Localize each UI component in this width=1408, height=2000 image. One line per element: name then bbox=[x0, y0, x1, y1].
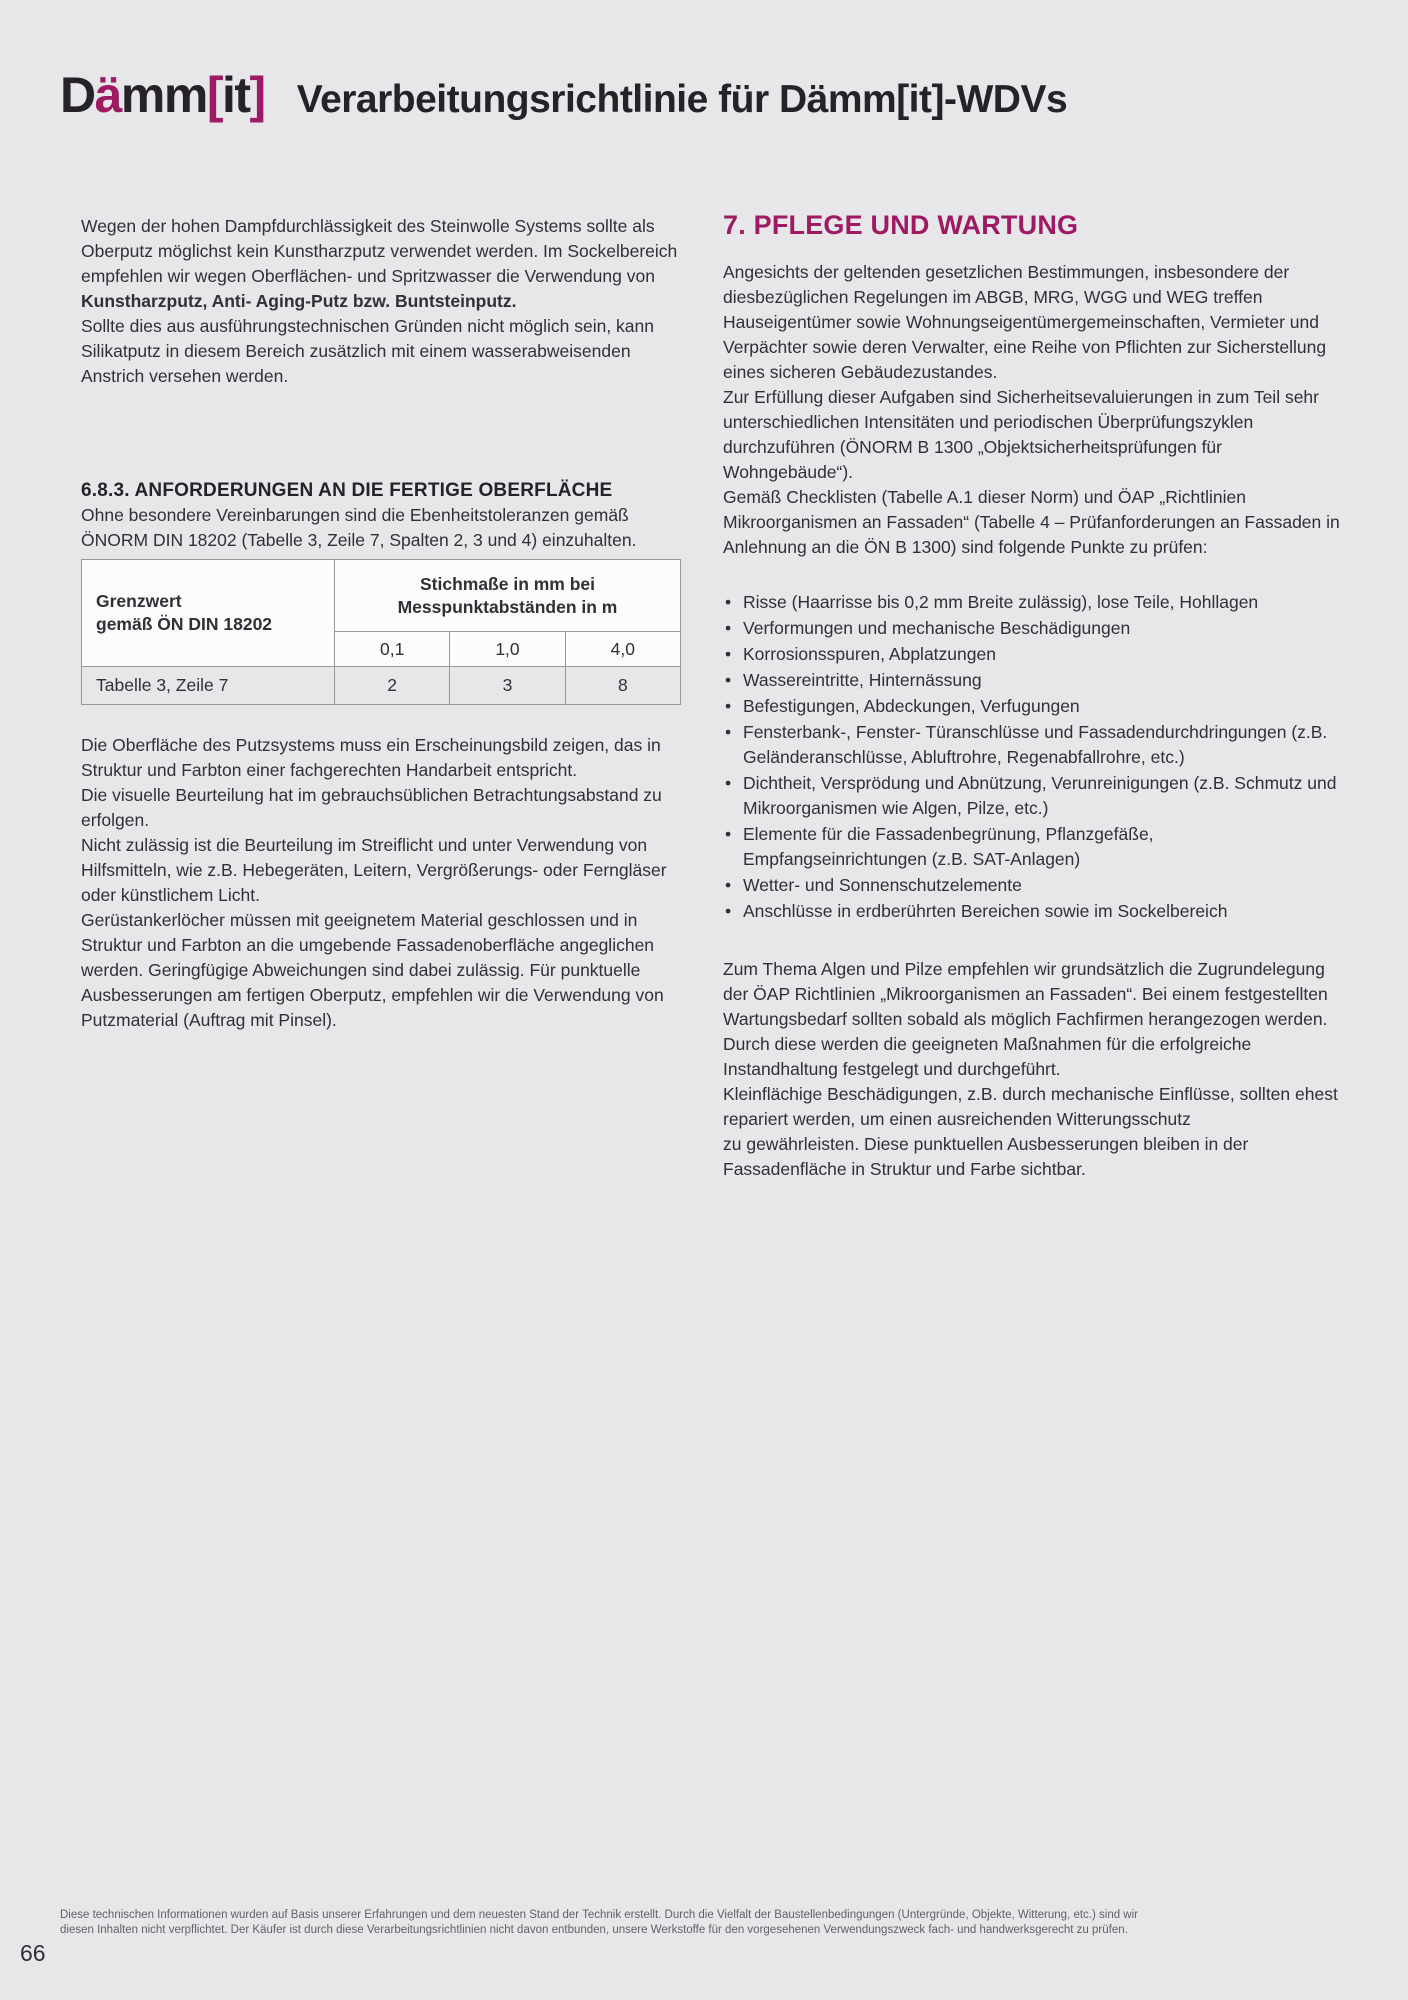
table-column-header: 4,0 bbox=[565, 632, 680, 667]
list-item: • Anschlüsse in erdberührten Bereichen sowie im Sockelbereich bbox=[723, 899, 1340, 924]
paragraph: Zum Thema Algen und Pilze empfehlen wir grundsätzlich die Zugrundelegung der ÖAP Richtlinien „Mikroorganismen an Fassaden“. Bei einem festgestellten Wartungsbedarf sollten sobald als möglich Fachfirmen herangezogen werden. Durch diese werden die geeigneten Maßnahmen für die erfolgreiche Instandhaltung festgelegt und durchgeführt. bbox=[723, 959, 1328, 1079]
logo-segment: ] bbox=[249, 67, 265, 123]
table-column-header: 1,0 bbox=[450, 632, 565, 667]
inspection-checklist bbox=[723, 590, 1340, 924]
page-header bbox=[60, 67, 1068, 123]
section-heading: 6.8.3. ANFORDERUNGEN AN DIE FERTIGE OBERFLÄCHE bbox=[81, 480, 613, 501]
paragraph-bold-text: Kunstharzputz, Anti- Aging-Putz bzw. Buntsteinputz. bbox=[81, 291, 517, 311]
tolerance-table bbox=[81, 559, 681, 705]
chapter-heading: 7. PFLEGE UND WARTUNG bbox=[723, 210, 1079, 240]
table-span-line1: Stichmaße in mm bei bbox=[419, 573, 596, 594]
table-column-header: 0,1 bbox=[335, 632, 450, 667]
logo-segment: mm bbox=[120, 67, 207, 123]
list-item: • Wassereintritte, Hinternässung bbox=[723, 668, 1340, 693]
paragraph-text: Wegen der hohen Dampfdurchlässigkeit des Steinwolle Systems sollte als Oberputz möglichst kein Kunstharzputz verwendet werden. Im Sockelbereich empfehlen wir wegen Oberflächen- und Spritzwasser die Verwendung von bbox=[81, 216, 678, 286]
table-corner-header bbox=[82, 560, 335, 667]
paragraph: Sollte dies aus ausführungstechnischen Gründen nicht möglich sein, kann Silikatputz in diesem Bereich zusätzlich mit einem wasserabweisenden Anstrich versehen werden. bbox=[81, 316, 654, 386]
logo-segment: D bbox=[60, 67, 95, 123]
paragraph: Kleinflächige Beschädigungen, z.B. durch mechanische Einflüsse, sollten ehest repariert werden, um einen ausreichenden Witterungsschutz bbox=[723, 1084, 1338, 1129]
paragraph bbox=[81, 214, 681, 314]
paragraph: Die Oberfläche des Putzsystems muss ein Erscheinungsbild zeigen, das in Struktur und Farbton einer fachgerechten Handarbeit entspricht. bbox=[81, 735, 661, 780]
table-row-label: Tabelle 3, Zeile 7 bbox=[82, 667, 335, 705]
left-column bbox=[81, 214, 681, 1033]
chapter-intro-text bbox=[723, 260, 1340, 560]
disclaimer-line: diesen Inhalten nicht verpflichtet. Der Käufer ist durch diese Verarbeitungsrichtlinien nicht davon entbunden, unsere Werkstoffe für den vorgesehenen Verwendungszweck fach- und handwerksgerecht zu prüfen. bbox=[60, 1924, 1128, 1936]
logo-segment: it bbox=[222, 67, 250, 123]
paragraph: Die visuelle Beurteilung hat im gebrauchsüblichen Betrachtungsabstand zu erfolgen. bbox=[81, 785, 662, 830]
table-span-line2: Messpunktabständen in m bbox=[397, 596, 618, 617]
table-span-header bbox=[335, 560, 681, 632]
surface-requirements-text bbox=[81, 733, 681, 1033]
paragraph: Gerüstankerlöcher müssen mit geeignetem Material geschlossen und in Struktur und Farbton an die umgebende Fassadenoberfläche angeglichen werden. Geringfügige Abweichungen sind dabei zulässig. Für punktuelle Ausbesserungen am fertigen Oberputz, empfehlen wir die Verwendung von Putzmaterial (Auftrag mit Pinsel). bbox=[81, 910, 664, 1030]
list-item: • Verformungen und mechanische Beschädigungen bbox=[723, 616, 1340, 641]
list-item: • Befestigungen, Abdeckungen, Verfugungen bbox=[723, 694, 1340, 719]
table-row bbox=[82, 667, 681, 705]
page-number: 66 bbox=[20, 1940, 46, 1966]
logo-segment: [ bbox=[206, 67, 222, 123]
paragraph: zu gewährleisten. Diese punktuellen Ausbesserungen bleiben in der Fassadenfläche in Struktur und Farbe sichtbar. bbox=[723, 1134, 1249, 1179]
table-cell: 2 bbox=[335, 667, 450, 705]
list-item: • Risse (Haarrisse bis 0,2 mm Breite zulässig), lose Teile, Hohllagen bbox=[723, 590, 1340, 615]
maintenance-recommendation-text bbox=[723, 957, 1340, 1182]
table-corner-line1: Grenzwert bbox=[96, 591, 182, 611]
paragraph: Nicht zulässig ist die Beurteilung im Streiflicht und unter Verwendung von Hilfsmitteln, wie z.B. Hebegeräten, Leitern, Vergrößerungs- oder Ferngläser oder künstlichem Licht. bbox=[81, 835, 667, 905]
logo-segment: ä bbox=[94, 67, 121, 123]
disclaimer-line: Diese technischen Informationen wurden auf Basis unserer Erfahrungen und dem neuesten Stand der Technik erstellt. Durch die Vielfalt der Baustellenbedingungen (Untergründe, Objekte, Witterung, etc.) sind wir bbox=[60, 1909, 1138, 1921]
paragraph: Zur Erfüllung dieser Aufgaben sind Sicherheitsevaluierungen in zum Teil sehr unterschiedlichen Intensitäten und periodischen Überprüfungszyklen durchzuführen (ÖNORM B 1300 „Objektsicherheitsprüfungen für Wohngebäude“). bbox=[723, 387, 1319, 482]
list-item: • Fensterbank-, Fenster- Türanschlüsse und Fassadendurchdringungen (z.B. Geländeranschlüsse, Abluftrohre, Regenabfallrohre, etc.) bbox=[723, 720, 1340, 770]
legal-disclaimer bbox=[60, 1908, 1390, 1938]
list-item: • Wetter- und Sonnenschutzelemente bbox=[723, 873, 1340, 898]
paragraph: Angesichts der geltenden gesetzlichen Bestimmungen, insbesondere der diesbezüglichen Regelungen im ABGB, MRG, WGG und WEG treffen Hauseigentümer sowie Wohnungseigentümergemeinschaften, Vermieter und Verpächter sowie deren Verwalter, eine Reihe von Pflichten zur Sicherstellung eines sicheren Gebäudezustandes. bbox=[723, 262, 1327, 382]
page-title: Verarbeitungsrichtlinie für Dämm[it]-WDVs bbox=[296, 78, 1068, 121]
list-item: • Dichtheit, Versprödung und Abnützung, Verunreinigungen (z.B. Schmutz und Mikroorganismen wie Algen, Pilze, etc.) bbox=[723, 771, 1340, 821]
table-cell: 8 bbox=[565, 667, 680, 705]
table-corner-line2: gemäß ÖN DIN 18202 bbox=[96, 614, 273, 634]
table-cell: 3 bbox=[450, 667, 565, 705]
right-column bbox=[723, 210, 1340, 1182]
paragraph: Gemäß Checklisten (Tabelle A.1 dieser Norm) und ÖAP „Richtlinien Mikroorganismen an Fassaden“ (Tabelle 4 – Prüfanforderungen an Fassaden in Anlehnung an die ÖN B 1300) sind folgende Punkte zu prüfen: bbox=[723, 487, 1340, 557]
list-item: • Korrosionsspuren, Abplatzungen bbox=[723, 642, 1340, 667]
list-item: • Elemente für die Fassadenbegrünung, Pflanzgefäße, Empfangseinrichtungen (z.B. SAT-Anlagen) bbox=[723, 822, 1340, 872]
section-intro: Ohne besondere Vereinbarungen sind die Ebenheitstoleranzen gemäß ÖNORM DIN 18202 (Tabelle 3, Zeile 7, Spalten 2, 3 und 4) einzuhalten. bbox=[81, 505, 637, 550]
brand-logo bbox=[60, 67, 265, 123]
